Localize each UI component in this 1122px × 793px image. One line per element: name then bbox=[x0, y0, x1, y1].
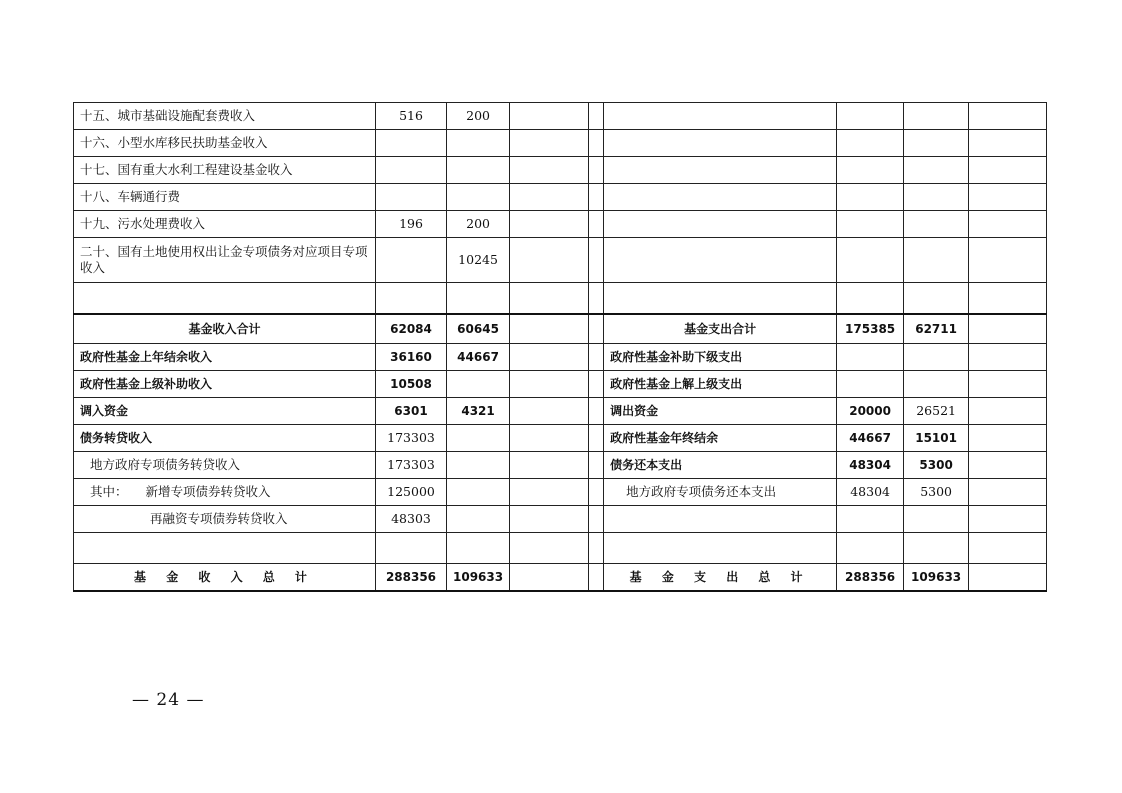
table-row bbox=[74, 238, 1047, 283]
table-row bbox=[74, 130, 1047, 157]
table-row bbox=[74, 452, 1047, 479]
income-total-a: 62084 bbox=[376, 314, 447, 344]
table-row bbox=[74, 157, 1047, 184]
income-value-a: 196 bbox=[376, 211, 447, 238]
summary-income-label bbox=[74, 479, 376, 506]
summary-expense-b bbox=[904, 371, 969, 398]
income-total-b: 60645 bbox=[447, 314, 510, 344]
table-row bbox=[74, 371, 1047, 398]
summary-expense-label: 债务还本支出 bbox=[604, 452, 837, 479]
summary-income-label: 地方政府专项债务转贷收入 bbox=[74, 452, 376, 479]
table-row bbox=[74, 506, 1047, 533]
income-value-b: 200 bbox=[447, 211, 510, 238]
summary-expense-label: 政府性基金补助下级支出 bbox=[604, 344, 837, 371]
grand-expense-label: 基 金 支 出 总 计 bbox=[604, 564, 837, 592]
summary-income-b bbox=[447, 452, 510, 479]
income-total-label: 基金收入合计 bbox=[74, 314, 376, 344]
summary-expense-a: 20000 bbox=[837, 398, 904, 425]
income-value-b bbox=[447, 157, 510, 184]
income-value-b: 10245 bbox=[447, 238, 510, 283]
income-item-label: 十五、城市基础设施配套费收入 bbox=[74, 103, 376, 130]
summary-income-b bbox=[447, 425, 510, 452]
table-row bbox=[74, 398, 1047, 425]
summary-expense-a bbox=[837, 371, 904, 398]
income-item-label: 十八、车辆通行费 bbox=[74, 184, 376, 211]
summary-expense-a bbox=[837, 506, 904, 533]
summary-income-a: 6301 bbox=[376, 398, 447, 425]
table-row bbox=[74, 344, 1047, 371]
summary-expense-b bbox=[904, 344, 969, 371]
summary-income-a: 10508 bbox=[376, 371, 447, 398]
summary-expense-b: 26521 bbox=[904, 398, 969, 425]
summary-expense-a: 48304 bbox=[837, 452, 904, 479]
summary-income-a: 36160 bbox=[376, 344, 447, 371]
summary-income-b bbox=[447, 479, 510, 506]
summary-income-label: 再融资专项债券转贷收入 bbox=[74, 506, 376, 533]
income-value-b bbox=[447, 130, 510, 157]
sub-prefix: 其中： bbox=[90, 484, 128, 499]
summary-income-b bbox=[447, 371, 510, 398]
table-row bbox=[74, 103, 1047, 130]
grand-income-b: 109633 bbox=[447, 564, 510, 592]
income-value-b bbox=[447, 184, 510, 211]
summary-expense-label: 地方政府专项债务还本支出 bbox=[604, 479, 837, 506]
income-value-a bbox=[376, 238, 447, 283]
summary-expense-b: 5300 bbox=[904, 452, 969, 479]
income-item-label: 二十、国有土地使用权出让金专项债务对应项目专项收入 bbox=[74, 238, 376, 283]
summary-income-label: 债务转贷收入 bbox=[74, 425, 376, 452]
page-number: — 24 — bbox=[132, 690, 205, 710]
table-row bbox=[74, 211, 1047, 238]
fund-budget-table bbox=[73, 102, 1047, 592]
income-value-a bbox=[376, 184, 447, 211]
sub-label: 新增专项债券转贷收入 bbox=[145, 484, 271, 499]
summary-expense-label bbox=[604, 506, 837, 533]
summary-expense-label: 政府性基金年终结余 bbox=[604, 425, 837, 452]
summary-income-a: 125000 bbox=[376, 479, 447, 506]
income-value-b: 200 bbox=[447, 103, 510, 130]
summary-income-a: 173303 bbox=[376, 452, 447, 479]
summary-income-a: 173303 bbox=[376, 425, 447, 452]
grand-expense-b: 109633 bbox=[904, 564, 969, 592]
totals-row bbox=[74, 314, 1047, 344]
summary-income-label: 政府性基金上年结余收入 bbox=[74, 344, 376, 371]
summary-income-label: 政府性基金上级补助收入 bbox=[74, 371, 376, 398]
expense-total-label: 基金支出合计 bbox=[604, 314, 837, 344]
grand-total-row bbox=[74, 564, 1047, 592]
income-value-a bbox=[376, 157, 447, 184]
expense-total-a: 175385 bbox=[837, 314, 904, 344]
grand-income-a: 288356 bbox=[376, 564, 447, 592]
table-row bbox=[74, 479, 1047, 506]
blank-row bbox=[74, 533, 1047, 564]
income-value-a bbox=[376, 130, 447, 157]
income-value-a: 516 bbox=[376, 103, 447, 130]
income-item-label: 十六、小型水库移民扶助基金收入 bbox=[74, 130, 376, 157]
summary-expense-a bbox=[837, 344, 904, 371]
expense-total-b: 62711 bbox=[904, 314, 969, 344]
summary-expense-b: 15101 bbox=[904, 425, 969, 452]
summary-income-b bbox=[447, 506, 510, 533]
summary-expense-b: 5300 bbox=[904, 479, 969, 506]
summary-income-label: 调入资金 bbox=[74, 398, 376, 425]
income-item-label: 十九、污水处理费收入 bbox=[74, 211, 376, 238]
summary-income-b: 44667 bbox=[447, 344, 510, 371]
table-row bbox=[74, 425, 1047, 452]
table-row bbox=[74, 184, 1047, 211]
grand-expense-a: 288356 bbox=[837, 564, 904, 592]
blank-row bbox=[74, 283, 1047, 315]
summary-expense-label: 政府性基金上解上级支出 bbox=[604, 371, 837, 398]
summary-expense-label: 调出资金 bbox=[604, 398, 837, 425]
summary-income-a: 48303 bbox=[376, 506, 447, 533]
summary-income-b: 4321 bbox=[447, 398, 510, 425]
summary-expense-a: 48304 bbox=[837, 479, 904, 506]
income-item-label: 十七、国有重大水利工程建设基金收入 bbox=[74, 157, 376, 184]
summary-expense-b bbox=[904, 506, 969, 533]
grand-income-label: 基 金 收 入 总 计 bbox=[74, 564, 376, 592]
summary-expense-a: 44667 bbox=[837, 425, 904, 452]
